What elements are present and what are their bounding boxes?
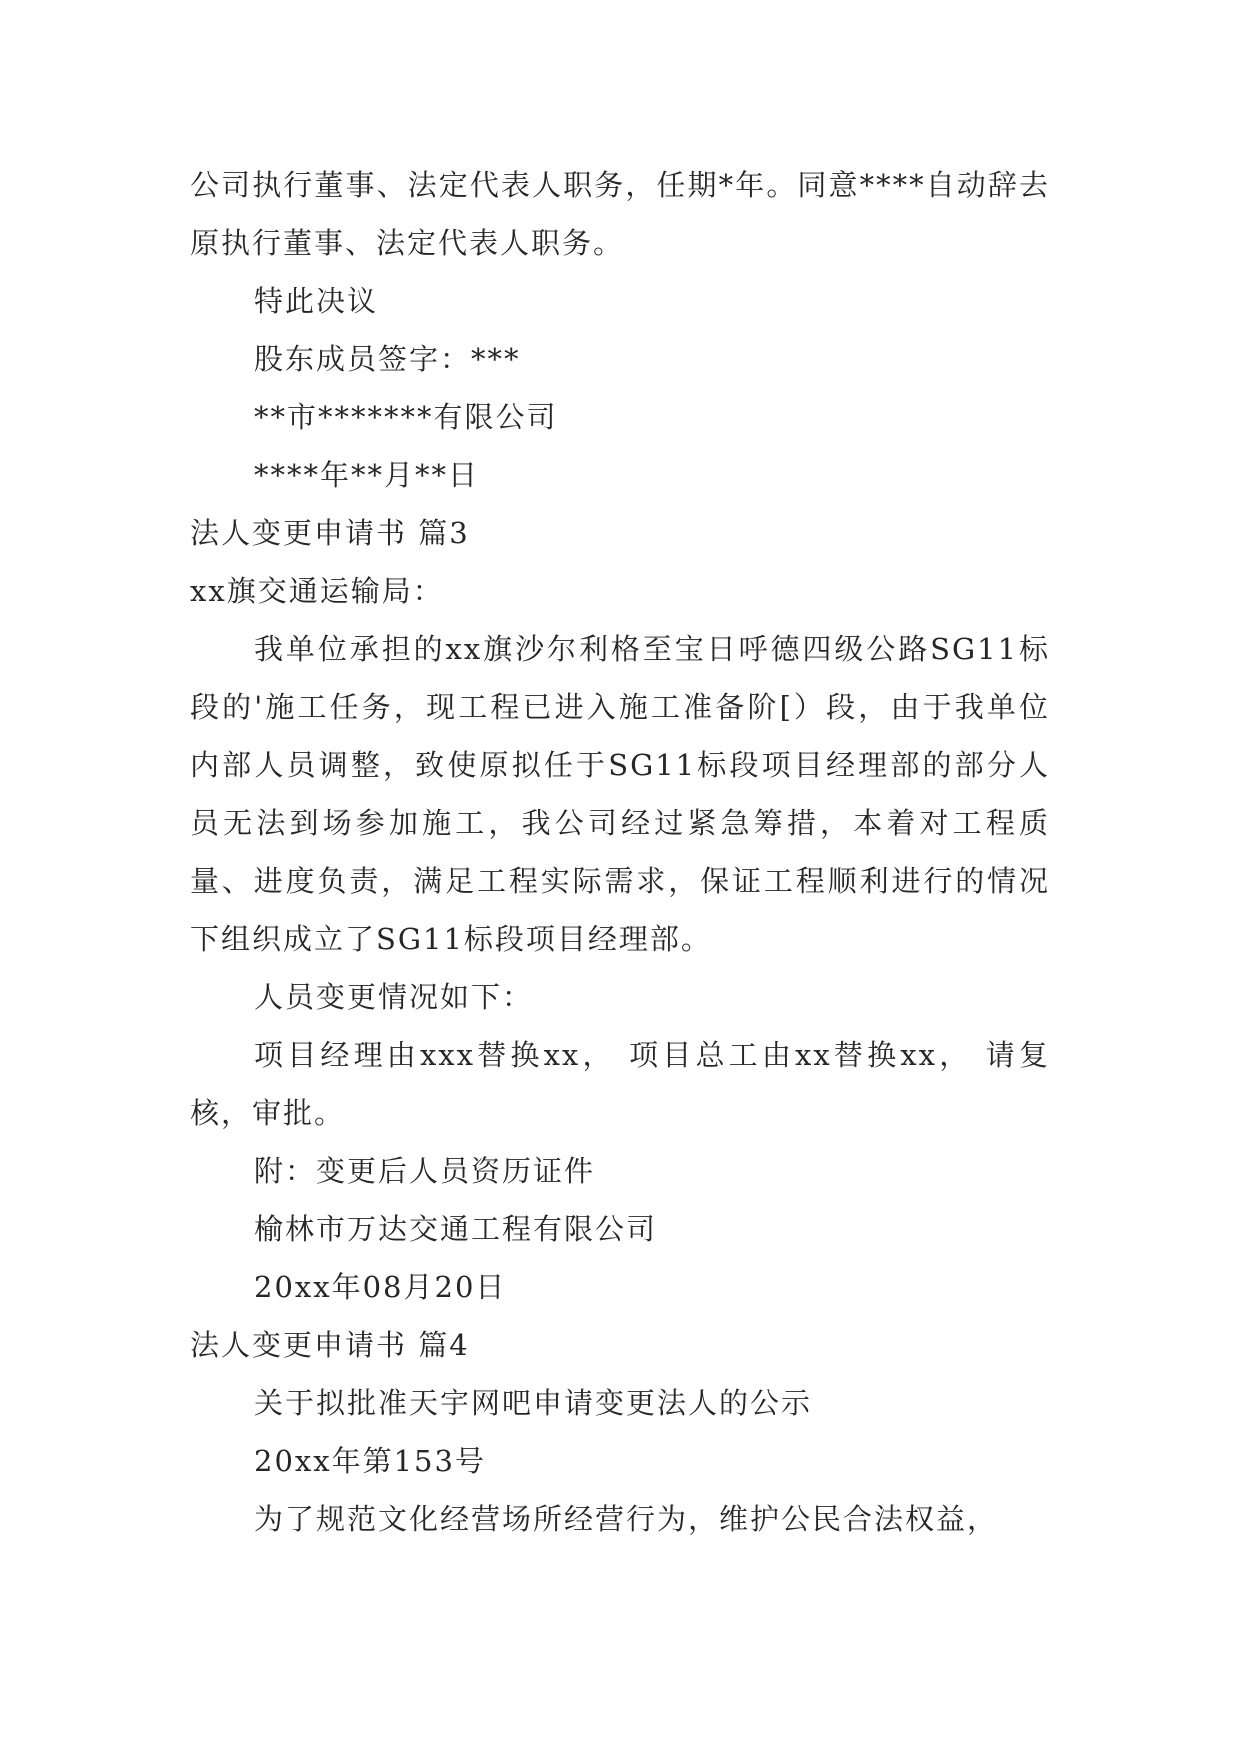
paragraph-changes-intro: 人员变更情况如下：	[254, 980, 534, 1014]
paragraph-notice-number: 20xx年第153号	[254, 1444, 486, 1478]
paragraph-signature-date: 20xx年08月20日	[254, 1270, 507, 1304]
section-heading-3: 法人变更申请书 篇3	[190, 516, 470, 550]
paragraph-resolution-closing: 特此决议	[254, 284, 379, 318]
paragraph-shareholder-signature: 股东成员签字：***	[254, 342, 521, 376]
paragraph-company-name: **市*******有限公司	[254, 400, 558, 434]
paragraph-continuation: 公司执行董事、法定代表人职务，任期*年。同意****自动辞去原执行董事、法定代表人职务。	[190, 168, 1050, 260]
paragraph-addressee: xx旗交通运输局：	[190, 574, 444, 608]
paragraph-notice-title: 关于拟批准天宇网吧申请变更法人的公示	[254, 1386, 813, 1420]
paragraph-notice-body: 为了规范文化经营场所经营行为，维护公民合法权益，	[254, 1502, 999, 1536]
paragraph-date: ****年**月**日	[254, 458, 480, 492]
document-body	[190, 156, 1050, 1548]
section-heading-4: 法人变更申请书 篇4	[190, 1328, 470, 1362]
paragraph-changes-detail: 项目经理由xxx替换xx， 项目总工由xx替换xx， 请复核，审批。	[190, 1038, 1050, 1130]
paragraph-attachment: 附：变更后人员资历证件	[254, 1154, 596, 1188]
paragraph-body: 我单位承担的xx旗沙尔利格至宝日呼德四级公路SG11标段的'施工任务，现工程已进入施工准备阶[）段，由于我单位内部人员调整，致使原拟任于SG11标段项目经理部的部分人员无法到场参加施工，我公司经过紧急筹措，本着对工程质量、进度负责，满足工程实际需求，保证工程顺利进行的情况下组织成立了SG11标段项目经理部。	[190, 632, 1050, 956]
paragraph-company-signature: 榆林市万达交通工程有限公司	[254, 1212, 658, 1246]
